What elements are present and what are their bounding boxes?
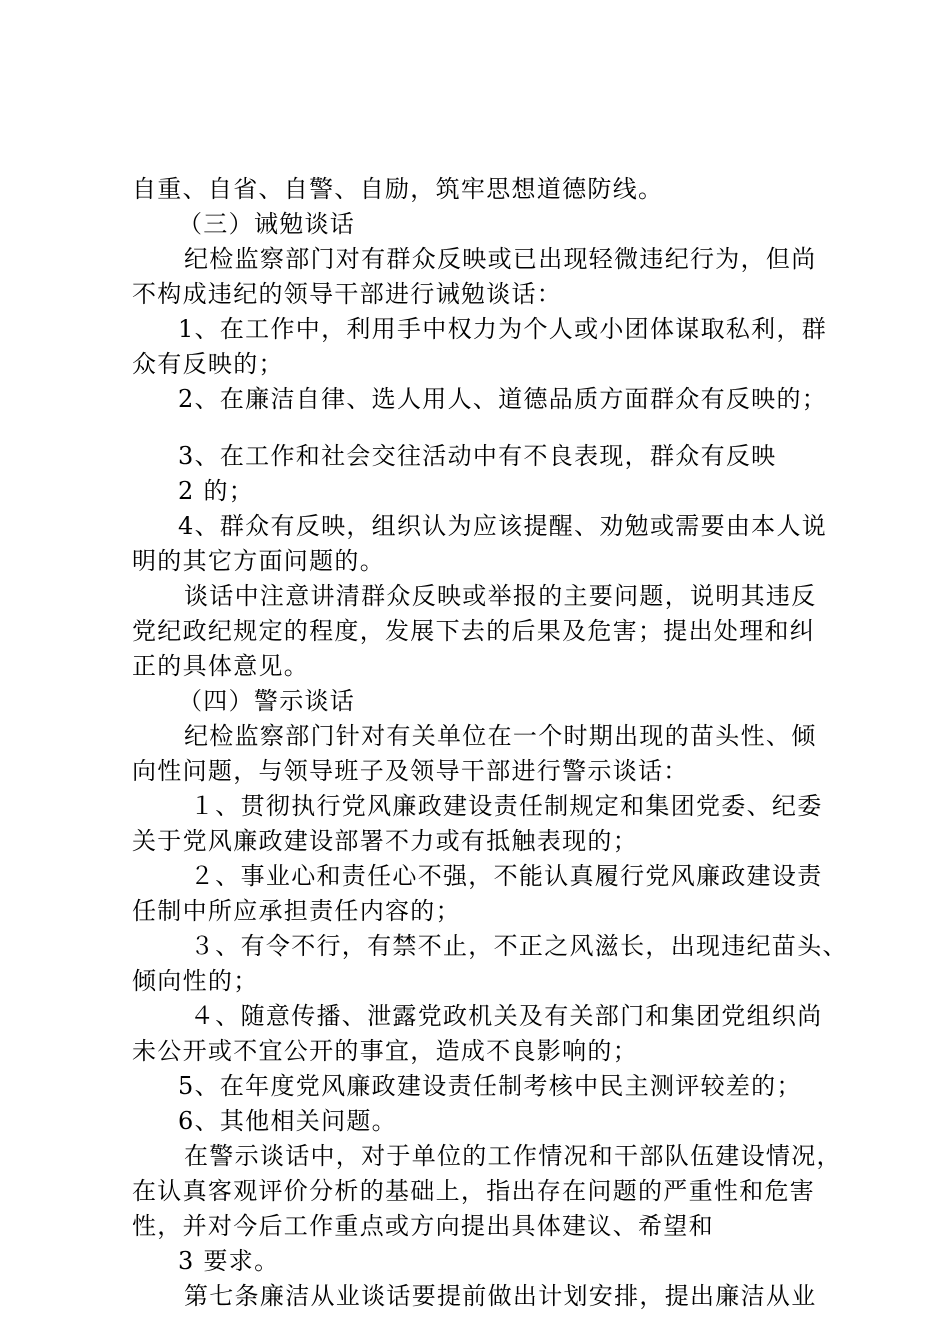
text-line: 纪检监察部门针对有关单位在一个时期出现的苗头性、倾 — [184, 722, 817, 750]
text-line: 党纪政纪规定的程度，发展下去的后果及危害；提出处理和纠 — [132, 617, 816, 645]
text-line: 未公开或不宜公开的事宜，造成不良影响的； — [132, 1037, 638, 1065]
text-line: 正的具体意见。 — [132, 652, 310, 680]
text-line: 第七条廉洁从业谈话要提前做出计划安排，提出廉洁从业 — [184, 1282, 817, 1310]
list-item: 5、在年度党风廉政建设责任制考核中民主测评较差的； — [178, 1072, 802, 1100]
text-line: 倾向性的； — [132, 967, 259, 995]
text-line: 明的其它方面问题的。 — [132, 547, 385, 575]
page-break-line: 2 的； — [178, 477, 255, 505]
list-item: １、贯彻执行党风廉政建设责任制规定和集团党委、纪委 — [190, 792, 823, 820]
text-line: 在认真客观评价分析的基础上，指出存在问题的严重性和危害 — [132, 1177, 816, 1205]
list-item: 2、在廉洁自律、选人用人、道德品质方面群众有反映的； — [178, 385, 828, 413]
list-item: 4、群众有反映，组织认为应该提醒、劝勉或需要由本人说 — [178, 512, 828, 540]
page-break-line: 3 要求。 — [178, 1247, 280, 1275]
list-item: 3、在工作和社会交往活动中有不良表现，群众有反映 — [178, 442, 777, 470]
text-line: 在警示谈话中，对于单位的工作情况和干部队伍建设情况， — [184, 1142, 842, 1170]
section-heading: （三）诫勉谈话 — [178, 210, 356, 238]
list-item: ４、随意传播、泄露党政机关及有关部门和集团党组织尚 — [190, 1002, 823, 1030]
text-line: 关于党风廉政建设部署不力或有抵触表现的； — [132, 827, 638, 855]
text-line: 纪检监察部门对有群众反映或已出现轻微违纪行为，但尚 — [184, 245, 817, 273]
document-body — [132, 172, 852, 1314]
list-item: ２、事业心和责任心不强，不能认真履行党风廉政建设责 — [190, 862, 823, 890]
list-item: ３、有令不行，有禁不止，不正之风滋长，出现违纪苗头、 — [190, 932, 848, 960]
blank-line — [132, 417, 852, 439]
list-item: 6、其他相关问题。 — [178, 1107, 397, 1135]
list-item: 1、在工作中，利用手中权力为个人或小团体谋取私利，群 — [178, 315, 828, 343]
text-line: 不构成违纪的领导干部进行诫勉谈话： — [132, 280, 563, 308]
section-heading: （四）警示谈话 — [178, 687, 356, 715]
text-line: 谈话中注意讲清群众反映或举报的主要问题，说明其违反 — [184, 582, 817, 610]
text-line: 任制中所应承担责任内容的； — [132, 897, 461, 925]
text-line: 自重、自省、自警、自励，筑牢思想道德防线。 — [132, 175, 664, 203]
text-line: 性，并对今后工作重点或方向提出具体建议、希望和 — [132, 1212, 714, 1240]
text-line: 向性问题，与领导班子及领导干部进行警示谈话： — [132, 757, 689, 785]
text-line: 众有反映的； — [132, 350, 284, 378]
